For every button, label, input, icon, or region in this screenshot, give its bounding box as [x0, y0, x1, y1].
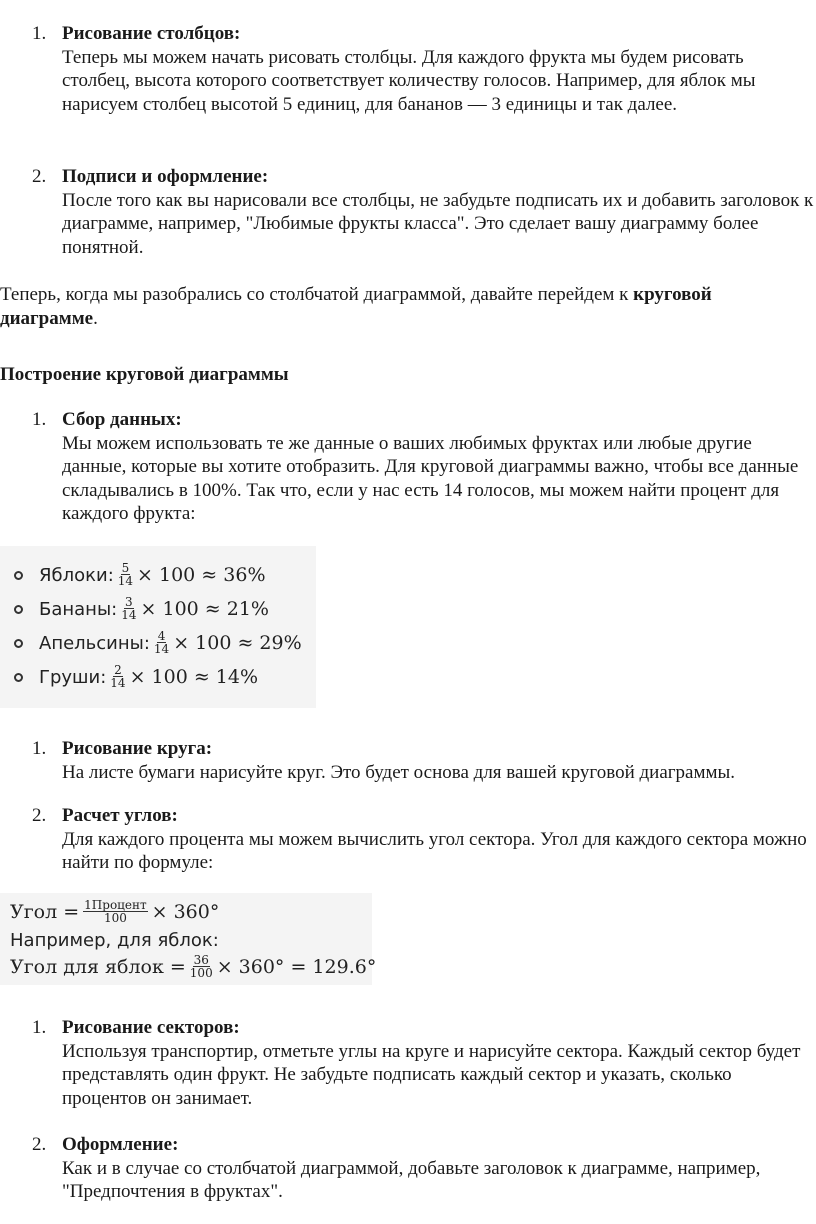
- formula-expression: × 360° = 129.6°: [216, 956, 377, 978]
- list-number: 1.: [32, 738, 47, 759]
- fruit-label: Груши:: [39, 666, 107, 688]
- item-text: Для каждого процента мы можем вычислить угол сектора. Угол для каждого сектора можно найти по формуле:: [62, 828, 807, 873]
- item-text: Мы можем использовать те же данные о ваших любимых фруктах или любые другие данные, которые вы хотите отобразить. Для круговой диаграммы важно, чтобы все данные складывались в 100%. Так что, если у нас есть 14 голосов, мы можем найти процент для каждого фрукта:: [62, 432, 799, 524]
- item-title: Рисование секторов:: [62, 1017, 240, 1038]
- item-title: Рисование столбцов:: [62, 23, 241, 44]
- fraction: $\frac{2}{14}$: [110, 663, 126, 690]
- transition-bold: круговой диаграмме: [0, 284, 712, 329]
- item-title: Оформление:: [62, 1134, 179, 1155]
- formula-line: [10, 951, 376, 983]
- section-heading: Построение круговой диаграммы: [0, 364, 289, 385]
- formula-label: Угол =: [10, 901, 80, 923]
- fraction: $\frac{3}{14}$: [121, 595, 137, 622]
- list-number: 1.: [32, 23, 47, 44]
- percent-expression: × 100 ≈ 29%: [173, 632, 302, 654]
- percent-row: [14, 662, 258, 692]
- item-title: Рисование круга:: [62, 738, 213, 759]
- bullet-icon: [14, 605, 23, 614]
- formula-label: Угол для яблок =: [10, 956, 186, 978]
- percent-formula-box: [0, 546, 316, 708]
- item-title: Сбор данных:: [62, 409, 182, 430]
- list-number: 1.: [32, 1017, 47, 1038]
- percent-expression: × 100 ≈ 21%: [140, 598, 269, 620]
- transition-end: .: [93, 307, 98, 329]
- list-item-bar-drawing: [62, 22, 814, 116]
- formula-expression: × 360°: [151, 901, 220, 923]
- percent-row: [14, 560, 266, 590]
- transition-text: Теперь, когда мы разобрались со столбчатой диаграммой, давайте перейдем к: [0, 284, 634, 305]
- example-text: Например, для яблок:: [10, 929, 219, 951]
- angle-formula-box: [0, 893, 377, 985]
- item-text: На листе бумаги нарисуйте круг. Это будет основа для вашей круговой диаграммы.: [62, 761, 736, 783]
- item-text: Как и в случае со столбчатой диаграммой, добавьте заголовок к диаграмме, например, "Предпочтения в фруктах".: [62, 1157, 761, 1202]
- list-number: 2.: [32, 166, 47, 187]
- list-item-angle-calc: [62, 804, 814, 875]
- percent-expression: × 100 ≈ 36%: [137, 564, 266, 586]
- list-item-design: [62, 1133, 814, 1204]
- formula-example-label: [10, 929, 219, 951]
- list-number: 1.: [32, 409, 47, 430]
- item-title: Подписи и оформление:: [62, 166, 269, 187]
- list-number: 2.: [32, 1134, 47, 1155]
- formula-line: [10, 897, 219, 927]
- item-text: После того как вы нарисовали все столбцы, не забудьте подписать их и добавить заголовок к диаграмме, например, "Любимые фрукты класса". Это сделает вашу диаграмму более понятной.: [62, 189, 814, 258]
- bullet-icon: [14, 571, 23, 580]
- list-item-data-collection: [62, 408, 814, 526]
- item-text: Используя транспортир, отметьте углы на круге и нарисуйте сектора. Каждый сектор будет представлять один фрукт. Не забудьте подписать каждый сектор и указать, сколько процентов он занимает.: [62, 1040, 801, 1109]
- percent-expression: × 100 ≈ 14%: [129, 666, 259, 688]
- fruit-label: Бананы:: [39, 598, 118, 620]
- fruit-label: Яблоки:: [39, 564, 114, 586]
- bullet-icon: [14, 639, 23, 648]
- fruit-label: Апельсины:: [39, 632, 150, 654]
- transition-paragraph: [0, 283, 812, 330]
- fraction: $\frac{\text{1Процент}}{100}$: [84, 898, 147, 925]
- item-title: Расчет углов:: [62, 805, 178, 826]
- bullet-icon: [14, 673, 23, 682]
- list-item-draw-sectors: [62, 1016, 814, 1110]
- list-item-draw-circle: [62, 737, 814, 784]
- fraction: $\frac{5}{14}$: [117, 561, 134, 588]
- percent-row: [14, 628, 302, 658]
- fraction: $\frac{4}{14}$: [153, 629, 170, 656]
- list-number: 2.: [32, 805, 47, 826]
- percent-row: [14, 594, 269, 624]
- item-text: Теперь мы можем начать рисовать столбцы. Для каждого фрукта мы будем рисовать столбец, высота которого соответствует количеству голосов. Например, для яблок мы нарисуем столбец высотой 5 единиц, для бананов — 3 единицы и так далее.: [62, 46, 756, 115]
- list-item-labels-design: [62, 165, 814, 259]
- fraction: $\frac{36}{100}$: [189, 953, 213, 980]
